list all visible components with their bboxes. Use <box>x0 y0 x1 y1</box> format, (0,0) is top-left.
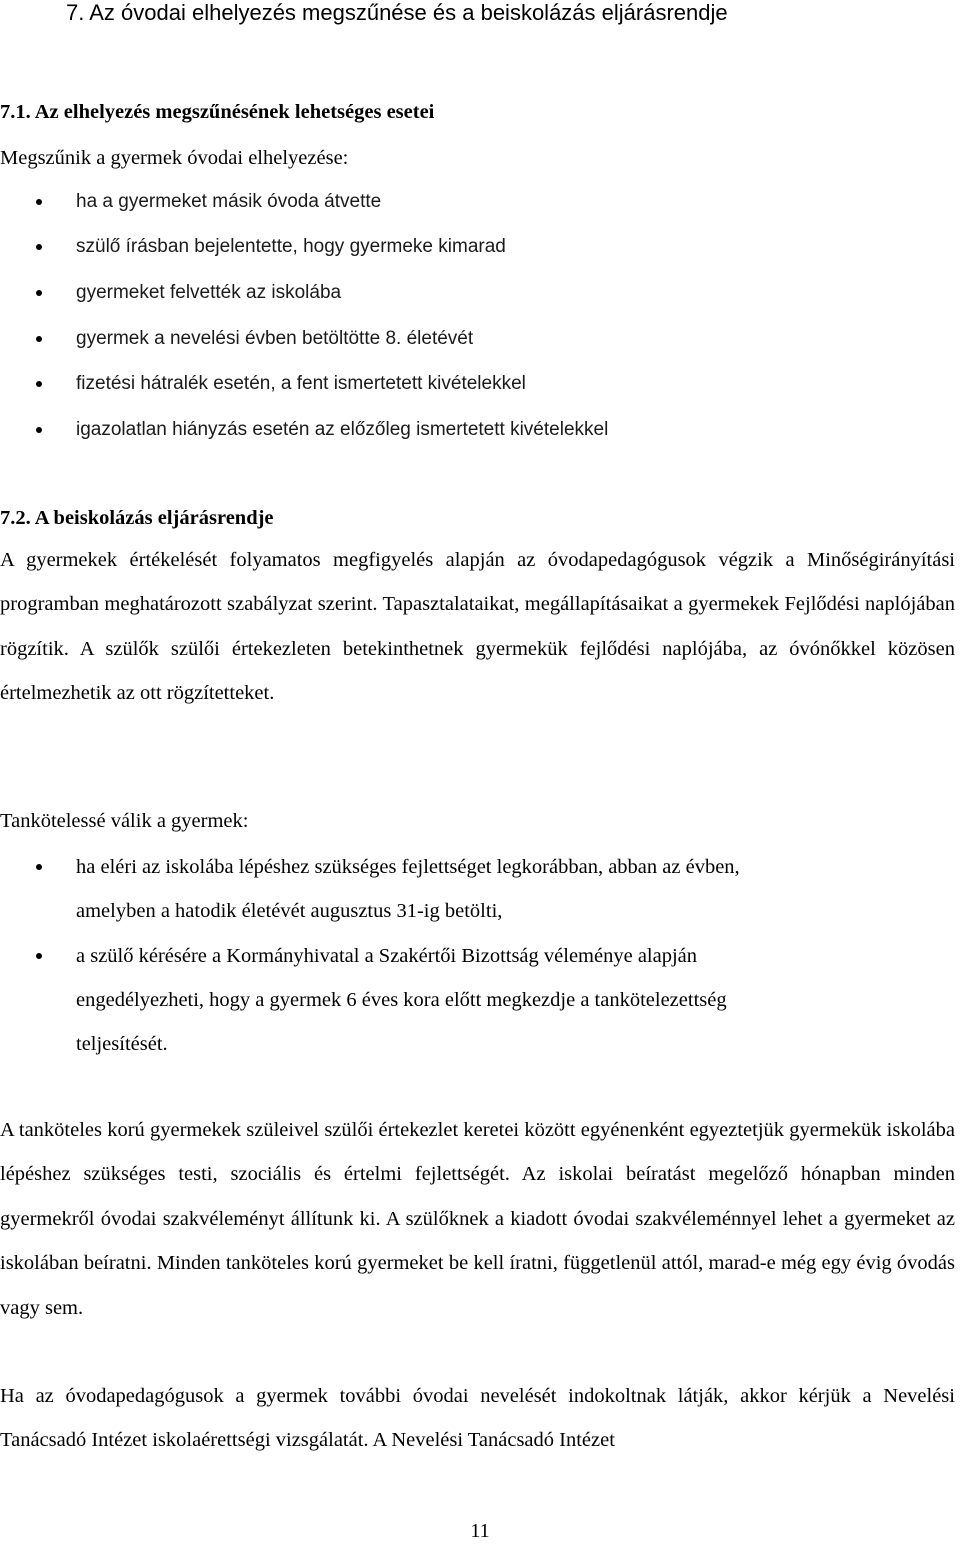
school-obligation-intro: Tankötelessé válik a gyermek: <box>0 810 249 832</box>
bullet-icon <box>36 953 42 959</box>
bullet-icon <box>36 381 42 387</box>
section-7-1-title: 7.1. Az elhelyezés megszűnésének lehetséges esetei <box>0 101 435 123</box>
chapter-heading: 7. Az óvodai elhelyezés megszűnése és a beiskolázás eljárásrendje <box>66 0 728 25</box>
parent-meeting-paragraph: A tanköteles korú gyermekek szüleivel szülői értekezlet keretei között egyénenként egyeztetjük gyermekük iskolába lépéshez szükséges testi, szociális és értelmi fejlettségét. Az iskolai beíratást megelőző hónapban minden gyermekről óvodai szakvéleményt állítunk ki. A szülőknek a kiadott óvodai szakvéleménnyel lehet a gyermeket az iskolában beíratni. Minden tanköteles korú gyermeket be kell íratni, függetlenül attól, marad-e még egy évig óvodás vagy sem. <box>0 1119 955 1319</box>
bullet-icon <box>36 864 42 870</box>
assessment-paragraph: A gyermekek értékelését folyamatos megfigyelés alapján az óvodapedagógusok végzik a Minőségirányítási programban meghatározott szabályzat szerint. Tapasztalataikat, megállapításaikat a gyermekek Fejlődési naplójában rögzítik. A szülők szülői értekezleten betekinthetnek gyermekük fejlődési naplójába, az óvónőkkel közösen értelmezhetik az ott rögzítetteket. <box>0 549 955 705</box>
bullet-icon <box>36 290 42 296</box>
list-item-text: fizetési hátralék esetén, a fent ismertetett kivételekkel <box>76 373 526 394</box>
list-item-text: gyermek a nevelési évben betöltötte 8. életévét <box>76 328 474 349</box>
list-item-text: teljesítését. <box>76 1033 168 1055</box>
bullet-icon <box>36 427 42 433</box>
list-item-text: ha eléri az iskolába lépéshez szükséges fejlettséget legkorábban, abban az évben, <box>76 856 740 878</box>
bullet-icon <box>36 336 42 342</box>
list-item-text: a szülő kérésére a Kormányhivatal a Szakértői Bizottság véleménye alapján <box>76 945 698 967</box>
list-item-text: gyermeket felvették az iskolába <box>76 282 342 303</box>
list-item-text: engedélyezheti, hogy a gyermek 6 éves kora előtt megkezdje a tankötelezettség <box>76 989 727 1011</box>
bullet-icon <box>36 244 42 250</box>
list-item-text: ha a gyermeket másik óvoda átvette <box>76 191 382 212</box>
bullet-icon <box>36 199 42 205</box>
section-7-2-title: 7.2. A beiskolázás eljárásrendje <box>0 507 274 529</box>
list-item-text: igazolatlan hiányzás esetén az előzőleg ismertetett kivételekkel <box>76 419 609 440</box>
section-7-1-intro: Megszűnik a gyermek óvodai elhelyezése: <box>0 147 349 169</box>
counseling-paragraph: Ha az óvodapedagógusok a gyermek további óvodai nevelését indokoltnak látják, akkor kérjük a Nevelési Tanácsadó Intézet iskolaérettségi vizsgálatát. A Nevelési Tanácsadó Intézet <box>0 1385 955 1452</box>
list-item-text: szülő írásban bejelentette, hogy gyermeke kimarad <box>76 236 506 257</box>
page-number: 11 <box>470 1520 490 1542</box>
list-item-text: amelyben a hatodik életévét augusztus 31-ig betölti, <box>76 900 503 922</box>
